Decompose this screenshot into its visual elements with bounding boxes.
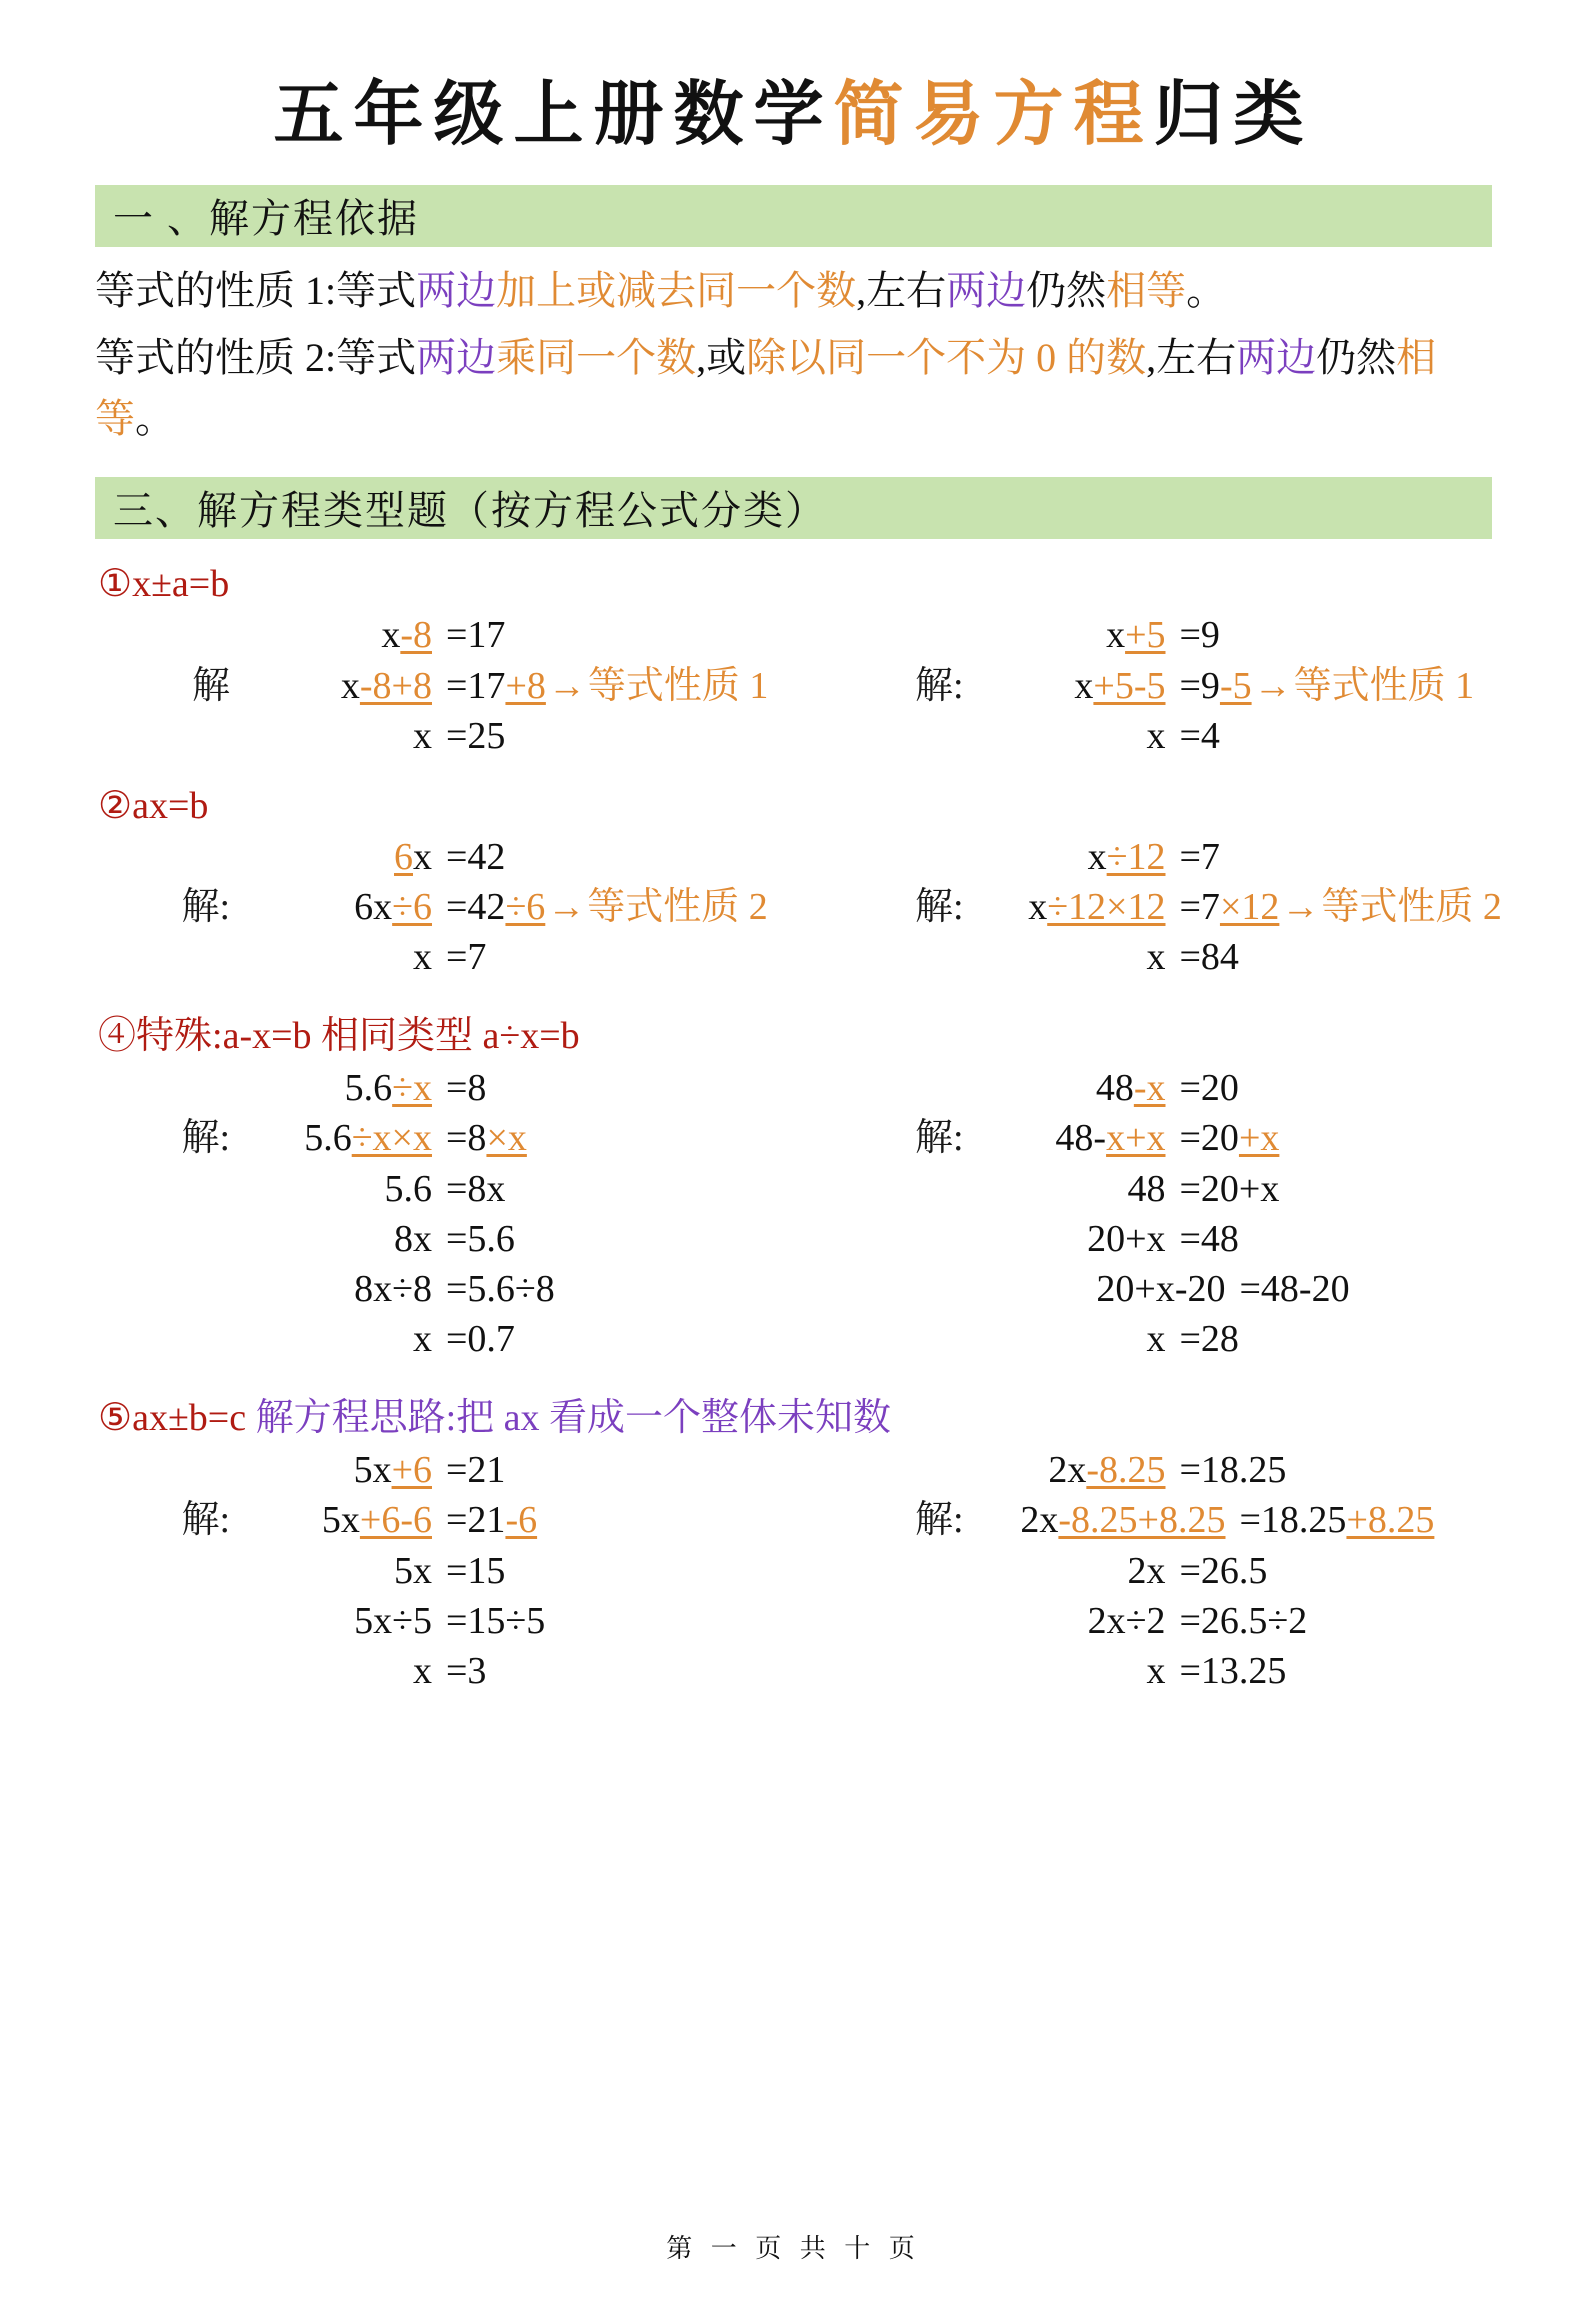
step-rhs-base: =17	[446, 664, 506, 707]
step-rhs-highlight: +8.25	[1346, 1499, 1435, 1542]
step-lhs-base: x	[1106, 614, 1126, 657]
step-lhs	[966, 832, 1180, 882]
step-lhs-highlight: ÷12	[1106, 835, 1166, 878]
section-heading-2-label: 三、解方程类型题（按方程公式分类）	[113, 487, 827, 533]
step-rhs-base: =84	[1179, 936, 1239, 979]
step-lhs-base: 5x	[353, 1449, 392, 1492]
step-lhs-base: x	[1087, 835, 1107, 878]
step-lhs-base: x	[1146, 714, 1166, 757]
arrow-right-icon: →	[1281, 886, 1320, 929]
step-lhs-base: 5x	[394, 1549, 432, 1592]
step-rhs-base: =3	[446, 1649, 487, 1692]
step-lhs-base: 48	[1095, 1067, 1134, 1110]
example-column	[794, 1063, 1528, 1364]
equation-step	[60, 610, 794, 660]
step-prefix: 解:	[914, 664, 964, 707]
type-heading-note: 解方程思路:把 ax 看成一个整体未知数	[246, 1397, 892, 1440]
type-2-examples	[60, 832, 1527, 982]
step-rhs	[446, 610, 794, 660]
property-2-tail: 。	[135, 395, 175, 441]
equation-step	[60, 1214, 794, 1264]
step-lhs-base: x	[413, 1318, 432, 1361]
step-rhs-base: =5.6÷8	[446, 1267, 555, 1310]
step-rhs-base: =8	[446, 1067, 487, 1110]
equation-step	[794, 1546, 1528, 1596]
arrow-right-icon: →	[547, 664, 586, 707]
step-lhs	[966, 1495, 1240, 1545]
step-rhs	[1240, 1264, 1528, 1314]
step-rhs-base: =25	[446, 714, 506, 757]
step-rhs-base: =20+x	[1179, 1167, 1280, 1210]
step-rhs	[446, 1214, 794, 1264]
property-2-lead: 等式的性质 2:等式	[95, 334, 417, 380]
step-rhs	[446, 711, 794, 761]
equation-step	[794, 1164, 1528, 1214]
step-rhs-base: =9	[1179, 664, 1220, 707]
step-rhs-base: =18.25	[1179, 1449, 1287, 1492]
property-line-1	[95, 261, 1492, 322]
equation-step	[60, 1063, 794, 1113]
step-lhs	[966, 1214, 1180, 1264]
step-lhs-base: x	[1146, 936, 1166, 979]
equation-step	[794, 711, 1528, 761]
step-rhs	[446, 1314, 794, 1364]
equation-step	[60, 1445, 794, 1495]
property-2-key-2: 乘同一个数	[496, 334, 697, 380]
property-2-mid-3: 仍然	[1316, 334, 1397, 380]
step-lhs	[966, 1063, 1180, 1113]
step-lhs-base: 5x÷5	[354, 1599, 432, 1642]
step-lhs-highlight: ÷x×x	[351, 1117, 432, 1160]
step-prefix: 解	[191, 664, 230, 707]
property-1-key-1: 两边	[416, 268, 497, 313]
step-rhs	[1180, 1646, 1528, 1696]
step-lhs	[232, 1495, 446, 1545]
equation-step	[794, 1214, 1528, 1264]
step-rhs-base: =7	[446, 936, 487, 979]
equation-step	[60, 711, 794, 761]
step-property-tag: 等式性质 2	[587, 886, 768, 929]
step-lhs	[232, 832, 446, 882]
step-rhs-highlight: +8	[505, 664, 546, 707]
step-lhs	[232, 1264, 446, 1314]
property-2-mid-2: ,左右	[1146, 334, 1237, 380]
step-lhs-highlight: -x	[1133, 1067, 1166, 1110]
type-heading-3	[98, 1004, 1587, 1059]
step-rhs-base: =7	[1179, 835, 1220, 878]
equation-step	[794, 1314, 1528, 1364]
type-1-examples	[60, 610, 1527, 760]
step-lhs-base: 5.6	[384, 1167, 432, 1210]
property-2-key-5: 相等	[95, 334, 1437, 441]
step-rhs-highlight: ×12	[1219, 886, 1280, 929]
step-lhs-base: 5.6	[304, 1117, 352, 1160]
property-line-2	[95, 328, 1492, 450]
step-rhs	[446, 1445, 794, 1495]
section-heading-1	[95, 185, 1492, 247]
equation-step	[794, 832, 1528, 882]
step-lhs	[966, 1546, 1180, 1596]
type-heading-formula: x±a=b	[132, 563, 230, 606]
step-rhs-base: =15÷5	[446, 1599, 546, 1642]
step-rhs	[446, 1063, 794, 1113]
step-lhs-base: x	[1074, 664, 1094, 707]
step-lhs-base: x	[413, 714, 432, 757]
step-rhs	[446, 1264, 794, 1314]
step-rhs	[1180, 882, 1528, 932]
type-heading-number: ②	[98, 784, 133, 827]
step-lhs-highlight: +5	[1125, 614, 1166, 657]
step-rhs-highlight: ×x	[486, 1117, 527, 1160]
equation-step	[794, 1113, 1528, 1163]
step-rhs-highlight: -5	[1219, 664, 1252, 707]
step-property-tag: 等式性质 1	[1293, 664, 1475, 707]
step-rhs	[1180, 610, 1528, 660]
type-heading-number: ①	[98, 563, 133, 606]
step-rhs-base: =48-20	[1239, 1267, 1350, 1310]
step-rhs-base: =18.25	[1239, 1499, 1347, 1542]
step-lhs	[966, 1264, 1240, 1314]
step-rhs-base: =42	[446, 835, 506, 878]
step-property-tag: 等式性质 2	[1321, 886, 1502, 929]
step-lhs	[232, 932, 446, 982]
step-lhs	[232, 711, 446, 761]
step-rhs-base: =7	[1179, 886, 1220, 929]
equation-step	[794, 1264, 1528, 1314]
property-1-key-4: 相等	[1106, 268, 1187, 313]
title-part-2-highlight: 简易方程	[833, 72, 1154, 155]
worksheet-page	[0, 58, 1587, 2303]
step-lhs-highlight: +6-6	[359, 1499, 432, 1542]
step-rhs	[1180, 661, 1528, 711]
property-1-key-2: 加上或减去同一个数	[496, 268, 857, 313]
type-heading-2	[98, 783, 1587, 828]
step-lhs-base: x	[413, 936, 432, 979]
equation-step	[60, 1546, 794, 1596]
property-1-lead: 等式的性质 1:等式	[95, 268, 417, 313]
equation-properties	[95, 261, 1492, 449]
step-lhs-base: 48-	[1055, 1117, 1107, 1160]
equation-step	[60, 832, 794, 882]
equation-step	[794, 1063, 1528, 1113]
step-rhs	[1180, 1546, 1528, 1596]
example-column	[794, 610, 1528, 760]
step-lhs-base: x	[340, 664, 360, 707]
step-lhs-base: 5x	[321, 1499, 360, 1542]
type-heading-formula: 特殊:a-x=b 相同类型 a÷x=b	[136, 1015, 580, 1058]
step-rhs-highlight: ÷6	[505, 886, 546, 929]
step-lhs	[966, 932, 1180, 982]
step-rhs	[1240, 1495, 1528, 1545]
step-lhs	[232, 882, 446, 932]
step-rhs	[1180, 832, 1528, 882]
step-lhs-base: 8x÷8	[354, 1267, 432, 1310]
step-rhs-base: =26.5	[1179, 1549, 1268, 1592]
step-rhs-base: =4	[1179, 714, 1220, 757]
equation-step	[794, 1646, 1528, 1696]
step-rhs	[446, 1596, 794, 1646]
property-1-key-3: 两边	[946, 268, 1027, 313]
step-lhs	[966, 1113, 1180, 1163]
step-lhs-highlight: +6	[391, 1449, 432, 1492]
step-lhs-base: 2x	[1020, 1499, 1059, 1542]
equation-step	[60, 1264, 794, 1314]
step-lhs	[232, 1646, 446, 1696]
equation-step	[794, 661, 1528, 711]
step-rhs	[446, 1495, 794, 1545]
step-lhs-highlight: x+x	[1106, 1117, 1166, 1160]
example-column	[60, 1063, 794, 1364]
arrow-right-icon: →	[547, 886, 586, 929]
equation-step	[60, 1596, 794, 1646]
step-lhs	[232, 1596, 446, 1646]
step-lhs	[232, 1164, 446, 1214]
step-rhs	[446, 882, 794, 932]
property-2-key-3: 除以同一个不为 0 的数	[746, 334, 1147, 380]
step-lhs-base: 2x	[1127, 1549, 1166, 1592]
step-lhs-base: 6x	[354, 886, 393, 929]
step-prefix: 解:	[914, 886, 964, 929]
step-rhs	[1180, 932, 1528, 982]
step-lhs-base: 8x	[394, 1217, 432, 1260]
type-heading-4	[98, 1386, 1587, 1441]
step-lhs	[966, 1164, 1180, 1214]
equation-step	[60, 1164, 794, 1214]
step-lhs-base: x	[1146, 1649, 1166, 1692]
step-rhs-base: =9	[1179, 614, 1220, 657]
step-lhs-highlight-pre: 6	[394, 835, 413, 878]
step-lhs-base: 48	[1127, 1167, 1166, 1210]
page-number-label: 第 一 页 共 十 页	[666, 2234, 921, 2263]
step-prefix: 解:	[914, 1117, 964, 1160]
step-lhs-base: x	[413, 1649, 432, 1692]
step-prefix: 解:	[181, 1117, 230, 1160]
equation-step	[60, 1314, 794, 1364]
step-rhs-base: =21	[446, 1449, 506, 1492]
step-rhs-highlight: -6	[505, 1499, 538, 1542]
step-rhs	[446, 661, 794, 711]
step-property-tag: 等式性质 1	[587, 664, 769, 707]
example-column	[60, 832, 794, 982]
example-column	[60, 1445, 794, 1696]
step-lhs	[232, 1314, 446, 1364]
step-lhs-base: 2x÷2	[1087, 1599, 1166, 1642]
step-lhs-base: 5.6	[344, 1067, 393, 1110]
step-prefix: 解:	[181, 1499, 230, 1542]
step-lhs-highlight: -8.25	[1086, 1449, 1166, 1492]
step-rhs-base: =20	[1179, 1117, 1239, 1160]
type-heading-1	[98, 561, 1587, 606]
property-1-tail: 。	[1186, 268, 1227, 313]
equation-step	[794, 1495, 1528, 1545]
step-rhs-base: =8	[446, 1117, 487, 1160]
step-lhs-base: x	[413, 835, 432, 878]
step-lhs	[232, 1546, 446, 1596]
equation-step	[794, 1445, 1528, 1495]
step-rhs-base: =26.5÷2	[1179, 1599, 1308, 1642]
step-lhs	[232, 661, 446, 711]
property-2-mid: ,或	[696, 334, 747, 380]
step-lhs-highlight: ÷x	[392, 1067, 432, 1110]
step-rhs	[446, 1646, 794, 1696]
equation-step	[794, 1596, 1528, 1646]
step-prefix: 解:	[181, 886, 230, 929]
page-footer	[0, 2228, 1587, 2265]
step-lhs	[966, 1445, 1180, 1495]
equation-step	[794, 882, 1528, 932]
step-rhs-base: =5.6	[446, 1217, 515, 1260]
step-rhs	[446, 1164, 794, 1214]
example-column	[794, 1445, 1528, 1696]
step-lhs-highlight: -8+8	[359, 664, 432, 707]
property-2-key-1: 两边	[416, 334, 497, 380]
example-column	[60, 610, 794, 760]
step-lhs-highlight: ÷12×12	[1047, 886, 1166, 929]
type-3-examples	[60, 1063, 1527, 1364]
step-lhs-base: 20+x-20	[1096, 1267, 1226, 1310]
step-rhs	[1180, 1063, 1528, 1113]
step-rhs	[1180, 1445, 1528, 1495]
equation-step	[794, 932, 1528, 982]
step-lhs	[232, 1214, 446, 1264]
title-part-1: 五年级上册数学	[273, 72, 834, 155]
step-lhs	[966, 610, 1180, 660]
title-part-3: 归类	[1153, 72, 1314, 155]
section-heading-2	[95, 477, 1492, 539]
step-lhs-base: 2x	[1048, 1449, 1087, 1492]
equation-step	[60, 932, 794, 982]
step-rhs	[1180, 1113, 1528, 1163]
step-prefix: 解:	[914, 1499, 964, 1542]
step-lhs	[966, 661, 1180, 711]
step-rhs	[1180, 1214, 1528, 1264]
type-4-examples	[60, 1445, 1527, 1696]
equation-types-container	[0, 561, 1587, 1696]
step-rhs-base: =28	[1179, 1318, 1239, 1361]
type-heading-number: ④	[98, 1015, 137, 1058]
step-rhs-base: =17	[446, 614, 506, 657]
equation-step	[60, 1495, 794, 1545]
step-lhs	[966, 1646, 1180, 1696]
step-lhs-highlight: -8.25+8.25	[1058, 1499, 1226, 1542]
step-lhs	[966, 882, 1180, 932]
step-lhs-highlight: -8	[400, 614, 432, 657]
step-rhs	[446, 1546, 794, 1596]
step-rhs-base: =13.25	[1179, 1649, 1287, 1692]
step-lhs	[966, 711, 1180, 761]
section-heading-1-label: 一 、解方程依据	[113, 195, 419, 241]
step-rhs	[446, 832, 794, 882]
step-lhs	[232, 1113, 446, 1163]
page-title	[0, 58, 1587, 159]
step-rhs-base: =21	[446, 1499, 506, 1542]
property-1-mid: ,左右	[856, 268, 947, 313]
step-rhs-base: =15	[446, 1549, 506, 1592]
step-rhs-base: =20	[1179, 1067, 1239, 1110]
type-heading-formula: ax±b=c	[132, 1397, 247, 1440]
step-lhs-base: x	[1146, 1318, 1166, 1361]
step-lhs-base: 20+x	[1087, 1217, 1166, 1260]
equation-step	[60, 882, 794, 932]
type-heading-formula: ax=b	[132, 784, 209, 827]
step-rhs	[1180, 1596, 1528, 1646]
example-column	[794, 832, 1528, 982]
step-rhs	[1180, 1314, 1528, 1364]
step-rhs-base: =0.7	[446, 1318, 515, 1361]
step-lhs-highlight: +5-5	[1093, 664, 1166, 707]
step-rhs	[446, 932, 794, 982]
step-lhs	[232, 610, 446, 660]
equation-step	[60, 1646, 794, 1696]
equation-step	[60, 1113, 794, 1163]
arrow-right-icon: →	[1253, 664, 1292, 707]
step-rhs-base: =48	[1179, 1217, 1239, 1260]
property-1-mid-2: 仍然	[1026, 268, 1107, 313]
equation-step	[60, 661, 794, 711]
step-rhs	[1180, 711, 1528, 761]
step-rhs-highlight: +x	[1238, 1117, 1280, 1160]
step-rhs-base: =42	[446, 886, 506, 929]
step-rhs-base: =8x	[446, 1167, 506, 1210]
step-lhs	[966, 1314, 1180, 1364]
step-lhs	[232, 1445, 446, 1495]
step-lhs-base: x	[381, 614, 401, 657]
step-lhs-base: x	[1028, 886, 1048, 929]
type-heading-number: ⑤	[98, 1397, 133, 1440]
step-lhs	[232, 1063, 446, 1113]
step-rhs	[446, 1113, 794, 1163]
step-lhs	[966, 1596, 1180, 1646]
step-rhs	[1180, 1164, 1528, 1214]
property-2-key-4: 两边	[1236, 334, 1317, 380]
step-lhs-highlight: ÷6	[392, 886, 432, 929]
equation-step	[794, 610, 1528, 660]
